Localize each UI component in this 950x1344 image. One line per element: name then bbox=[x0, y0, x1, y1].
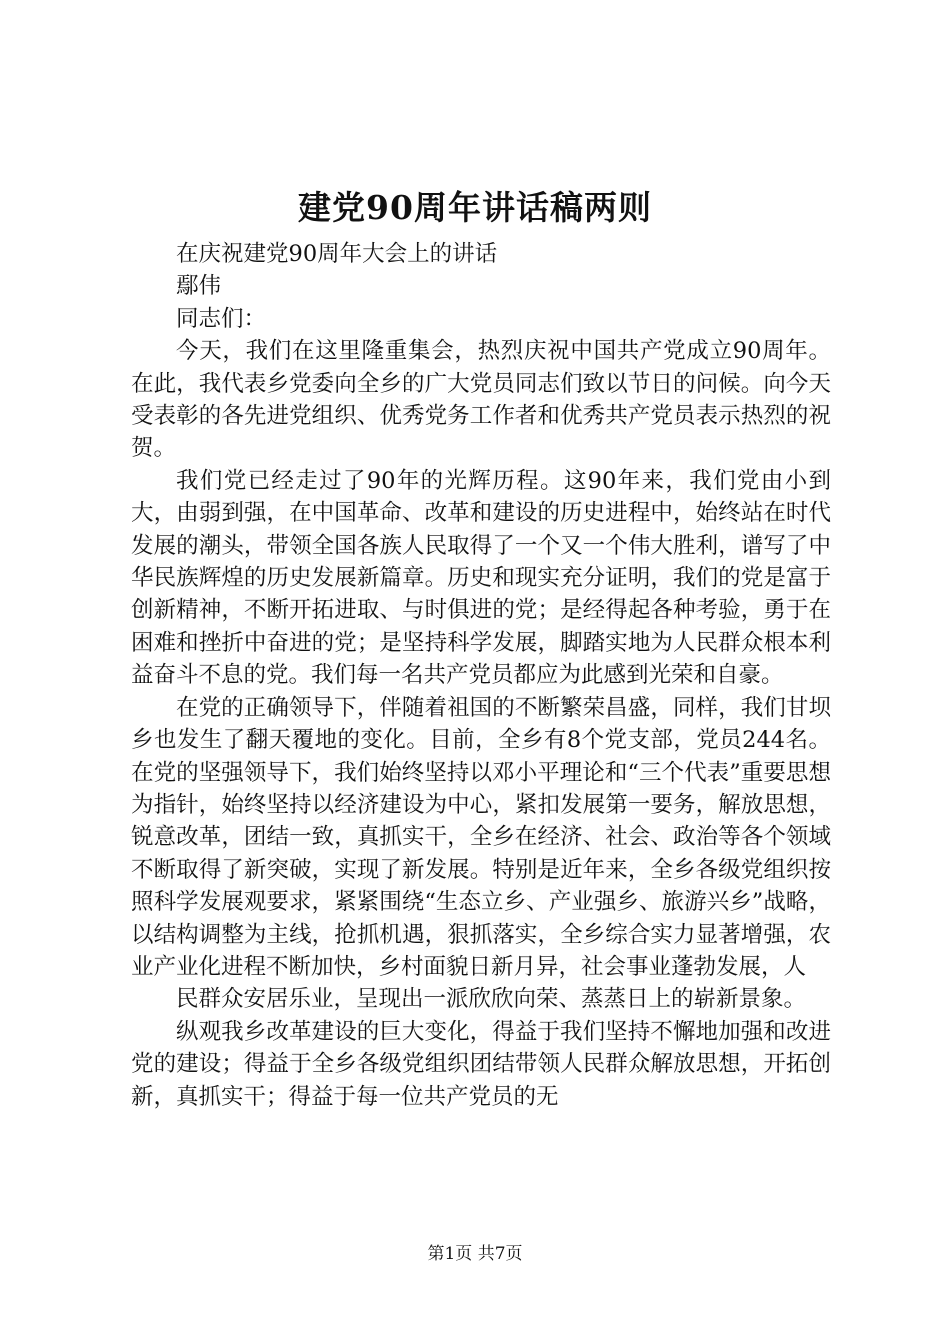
document-body bbox=[131, 238, 831, 1113]
document-title: 建党90周年讲话稿两则 bbox=[298, 188, 652, 227]
page-number: 第1页 共7页 bbox=[427, 1244, 523, 1264]
speech-author: 鄢伟 bbox=[176, 273, 222, 300]
paragraph: 民群众安居乐业，呈现出一派欣欣向荣、蒸蒸日上的崭新景象。 bbox=[176, 986, 807, 1013]
paragraph: 我们党已经走过了90年的光辉历程。这90年来，我们党由小到大，由弱到强，在中国革命、改革和建设的历史进程中，始终站在时代发展的潮头，带领全国各族人民取得了一个又一个伟大胜利，谱写了中华民族辉煌的历史发展新篇章。历史和现实充分证明，我们的党是富于创新精神，不断开拓进取、与时俱进的党；是经得起各种考验，勇于在困难和挫折中奋进的党；是坚持科学发展，脚踏实地为人民群众根本利益奋斗不息的党。我们每一名共产党员都应为此感到光荣和自豪。 bbox=[131, 467, 831, 689]
salutation: 同志们： bbox=[176, 305, 267, 332]
paragraph: 纵观我乡改革建设的巨大变化，得益于我们坚持不懈地加强和改进党的建设；得益于全乡各级党组织团结带领人民群众解放思想，开拓创新，真抓实干；得益于每一位共产党员的无 bbox=[131, 1018, 831, 1110]
paragraph: 在党的正确领导下，伴随着祖国的不断繁荣昌盛，同样，我们甘坝乡也发生了翻天覆地的变化。目前，全乡有8个党支部，党员244名。在党的坚强领导下，我们始终坚持以邓小平理论和“三个代表”重要思想为指针，始终坚持以经济建设为中心，紧扣发展第一要务，解放思想，锐意改革，团结一致，真抓实干，全乡在经济、社会、政治等各个领域不断取得了新突破，实现了新发展。特别是近年来，全乡各级党组织按照科学发展观要求，紧紧围绕“生态立乡、产业强乡、旅游兴乡”战略，以结构调整为主线，抢抓机遇，狠抓落实，全乡综合实力显著增强，农业产业化进程不断加快，乡村面貌日新月异，社会事业蓬勃发展，人 bbox=[131, 694, 831, 980]
speech-subtitle: 在庆祝建党90周年大会上的讲话 bbox=[176, 241, 498, 267]
paragraph: 今天，我们在这里隆重集会，热烈庆祝中国共产党成立90周年。在此，我代表乡党委向全乡的广大党员同志们致以节日的问候。向今天受表彰的各先进党组织、优秀党务工作者和优秀共产党员表示热烈的祝贺。 bbox=[131, 338, 831, 462]
